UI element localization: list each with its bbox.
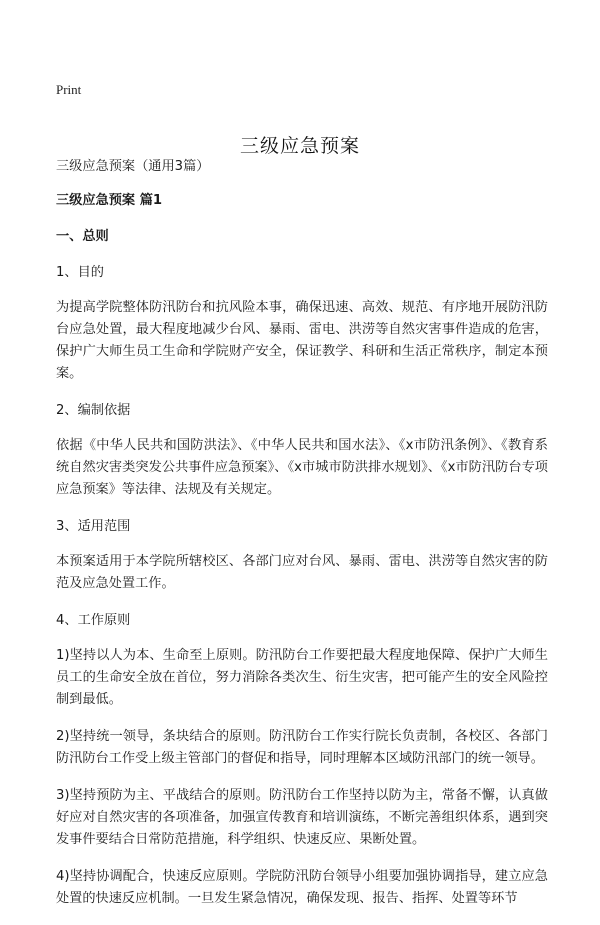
section-title: 三级应急预案 篇1 — [56, 193, 163, 208]
item-text-basis: 依据《中华人民共和国防洪法》、《中华人民共和国水法》、《x市防汛条例》、《教育系统自然灾害类突发公共事件应急预案》、《x市城市防洪排水规划》、《x市防汛防台专项应急预案》等法律、法规及有关规定。 — [56, 438, 548, 497]
document-body — [56, 156, 548, 925]
item-text-purpose: 为提高学院整体防汛防台和抗风险本事，确保迅速、高效、规范、有序地开展防汛防台应急处置，最大程度地减少台风、暴雨、雷电、洪涝等自然灾害事件造成的危害，保护广大师生员工生命和学院财产安全，保证教学、科研和生活正常秩序，制定本预案。 — [56, 300, 548, 381]
chapter-title: 一、总则 — [56, 229, 109, 244]
document-subtitle: 三级应急预案（通用3篇） — [56, 159, 210, 174]
item-text-scope: 本预案适用于本学院所辖校区、各部门应对台风、暴雨、雷电、洪涝等自然灾害的防范及应急处置工作。 — [56, 554, 548, 591]
principle-paragraph-2: 2)坚持统一领导，条块结合的原则。防汛防台工作实行院长负责制，各校区、各部门防汛防台工作受上级主管部门的督促和指导，同时理解本区域防汛部门的统一领导。 — [56, 729, 548, 766]
principle-paragraph-3: 3)坚持预防为主、平战结合的原则。防汛防台工作坚持以防为主，常备不懈，认真做好应对自然灾害的各项准备，加强宣传教育和培训演练，不断完善组织体系，遇到突发事件要结合日常防范措施，科学组织、快速反应、果断处置。 — [56, 788, 548, 847]
item-heading-principles: 4、工作原则 — [56, 613, 131, 628]
document-title: 三级应急预案 — [239, 134, 360, 157]
item-heading-scope: 3、适用范围 — [56, 519, 131, 534]
principle-paragraph-4: 4)坚持协调配合，快速反应原则。学院防汛防台领导小组要加强协调指导，建立应急处置的快速反应机制。一旦发生紧急情况，确保发现、报告、指挥、处置等环节 — [56, 869, 548, 906]
print-label: Print — [56, 82, 82, 97]
principle-paragraph-1: 1)坚持以人为本、生命至上原则。防汛防台工作要把最大程度地保障、保护广大师生员工的生命安全放在首位，努力消除各类次生、衍生灾害，把可能产生的安全风险控制到最低。 — [56, 648, 548, 707]
item-heading-basis: 2、编制依据 — [56, 403, 131, 418]
item-heading-purpose: 1、目的 — [56, 265, 104, 280]
